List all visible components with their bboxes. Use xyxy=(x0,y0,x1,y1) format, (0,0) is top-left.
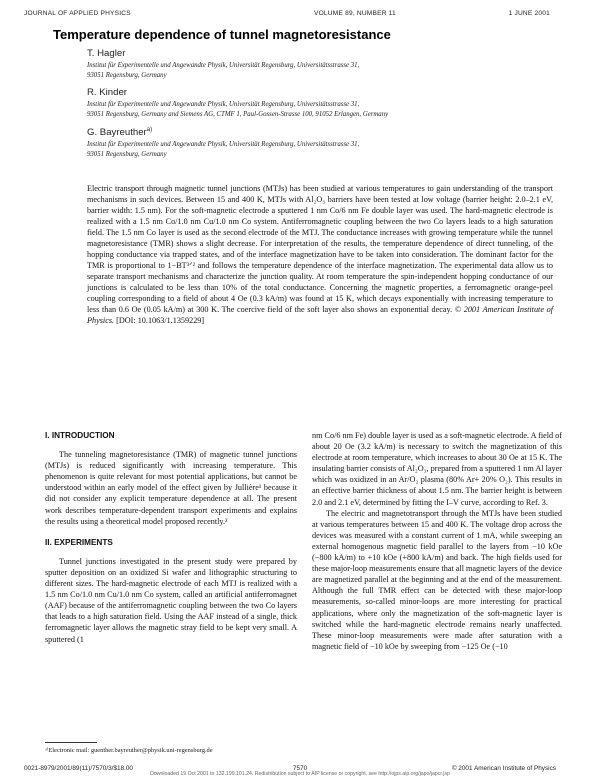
intro-paragraph: The tunneling magnetoresistance (TMR) of magnetic tunnel junctions (MTJs) is reduced significantly with increasing temperature. This phenomenon is quite relevant for most potential applications, but cannot be understood within an early model of the effect given by Jullière¹ because it did not consider any explicit temperature dependence at all. The present work describes temperature-dependent transport experiments and explains the results using a theoretical model proposed recently.² xyxy=(45,450,297,526)
body-paragraph: The electric and magnetotransport through the MTJs have been studied at various temperatures between 15 and 400 K. The voltage drop across the devices was measured with a constant current of 1 mA, while sweeping an external homogenous magnetic field parallel to the layers from −10 kOe (−800 kA/m) to +10 kOe (+800 kA/m) and back. The high fields used for these major-loop measurements ensure that all magnetic layers of the device are magnetized parallel at the beginning and at the end of the measurement. Although the full TMR effect can be detected with these major-loop measurements, so-called minor-loops are more interesting for practical applications, where only the magnetization of the soft-magnetic layer is switched while the hard-magnetic electrode remains nearly unaffected. These minor-loop measurements were made after saturation with a magnetic field of −10 kOe by sweeping from −125 Oe (−10 xyxy=(312,508,562,651)
footer-copyright: © 2001 American Institute of Physics xyxy=(451,765,556,772)
abstract-doi: [DOI: 10.1063/1.1359229] xyxy=(116,316,205,325)
issue-date: 1 JUNE 2001 xyxy=(508,10,550,17)
author-affiliation: Institut für Experimentelle und Angewandte Physik, Universität Regensburg, Universitätsstrasse 31, 93051 Regensburg, Germany and Siemens AG, CTMF 1, Paul-Gossen-Strasse 100, 91052 Erlangen, Germany xyxy=(87,101,389,118)
running-header xyxy=(24,10,550,24)
journal-name: JOURNAL OF APPLIED PHYSICS xyxy=(24,10,131,17)
section-heading: II. EXPERIMENTS xyxy=(45,537,113,547)
body-paragraph: nm Co/6 nm Fe) double layer is used as a soft-magnetic electrode. A field of about 20 Oe (3.2 kA/m) is necessary to switch the magnetization of this electrode at room temperature, which increases to about 30 Oe at 15 K. The insulating barrier consists of Al₂O₃, prepared from a sputtered 1 nm Al layer which was oxidized in an Ar/O₂ plasma (80% Ar+ 20% O₂). This results in an effective barrier thickness of about 1.5 nm. The barrier height is between 2.0 and 2.1 eV, determined by fitting the I–V curve, according to Ref. 3. xyxy=(312,431,562,507)
author-name: R. Kinder xyxy=(87,87,127,99)
author-name: T. Hagler xyxy=(87,48,126,60)
volume-number: VOLUME 89, NUMBER 11 xyxy=(314,10,396,17)
page-number: 7570 xyxy=(293,765,308,772)
abstract-copyright: © 2001 American Institute of Physics. xyxy=(87,305,553,325)
author-affiliation: Institut für Experimentelle und Angewandte Physik, Universität Regensburg, Universitätsstrasse 31, 93051 Regensburg, Germany xyxy=(87,62,360,79)
author-affiliation: Institut für Experimentelle und Angewandte Physik, Universität Regensburg, Universitätsstrasse 31, 93051 Regensburg, Germany xyxy=(87,141,360,158)
download-notice: Downloaded 19 Oct 2001 to 132.199.101.24. Redistribution subject to AIP license or copyright, see http://ojps.aip.org/japo/japcr.jsp xyxy=(150,771,450,777)
paper-title: Temperature dependence of tunnel magnetoresistance xyxy=(53,27,391,42)
section-heading: I. INTRODUCTION xyxy=(45,431,115,440)
author-name: G. Bayreuther$^{a)}$ xyxy=(87,127,153,139)
right-column xyxy=(312,430,562,652)
experiments-paragraph: Tunnel junctions investigated in the present study were prepared by sputter deposition on an oxidized Si wafer and lithographic structuring to different sizes. The hard-magnetic electrode of each MTJ is realized with a 1.5 nm Co/1.0 nm Cu/1.0 nm Co system, called an artificial antiferromagnet (AAF) because of the antiferromagnetic coupling between the two Co layers that leads to a high saturation field. Using the AAF instead of a single, thick ferromagnetic layer allows the magnetic stray field to be kept very small. A sputtered (1 xyxy=(45,556,297,644)
article-code: 0021-8979/2001/89(11)/7570/3/$18.00 xyxy=(24,765,133,772)
footnote-divider xyxy=(45,742,97,743)
abstract: Electric transport through magnetic tunnel junctions (MTJs) has been studied at various temperatures to gain understanding of the transport mechanisms in such devices. Between 15 and 400 K, MTJs with Al₂O₃ barriers have been tested at low voltage (barrier height: 2.0–2.1 eV, barrier width: 1.5 nm). For the soft-magnetic electrode a sputtered 1 nm Co/6 nm Fe double layer was used. The hard-magnetic electrode is realized with a 1.5 nm Co/1.0 nm Cu/1.0 nm Co system. Antiferromagnetic coupling between the two Co layers leads to a high saturation field. The 1.5 nm Co layer is used as the second electrode of the MTJ. The conductance increases with growing temperature while the tunnel magnetoresistance (TMR) shows a slight decrease. For interpretation of the results, the temperature dependence of direct tunneling, of the hopping conductance via trapped states, and of the interface magnetization have to be taken into consideration. The dominant factor for the TMR is proportional to 1−BT³ᐟ² and follows the temperature dependence of the interface magnetization. The experimental data allow us to separate transport mechanisms and characterize the junction quality. At room temperature the spin-independent hopping conductance of our junctions is calculated to be less than 10% of the total conductance. Concerning the magnetic properties, a ferromagnetic orange-peel coupling corresponding to a field of about 4 Oe (0.3 kA/m) was found at 15 K, which decays exponentially with increasing temperature to less than 0.6 Oe (0.05 kA/m) at 300 K. The coercive field of the soft layer also shows an exponential decay. © 2001 American Institute of Physics. [DOI: 10.1063/1.1359229] xyxy=(87,184,553,325)
left-column xyxy=(45,430,297,645)
footnote: ᵃ⁾Electronic mail: guenther.bayreuther@physik.uni-regensburg.de xyxy=(45,747,213,754)
